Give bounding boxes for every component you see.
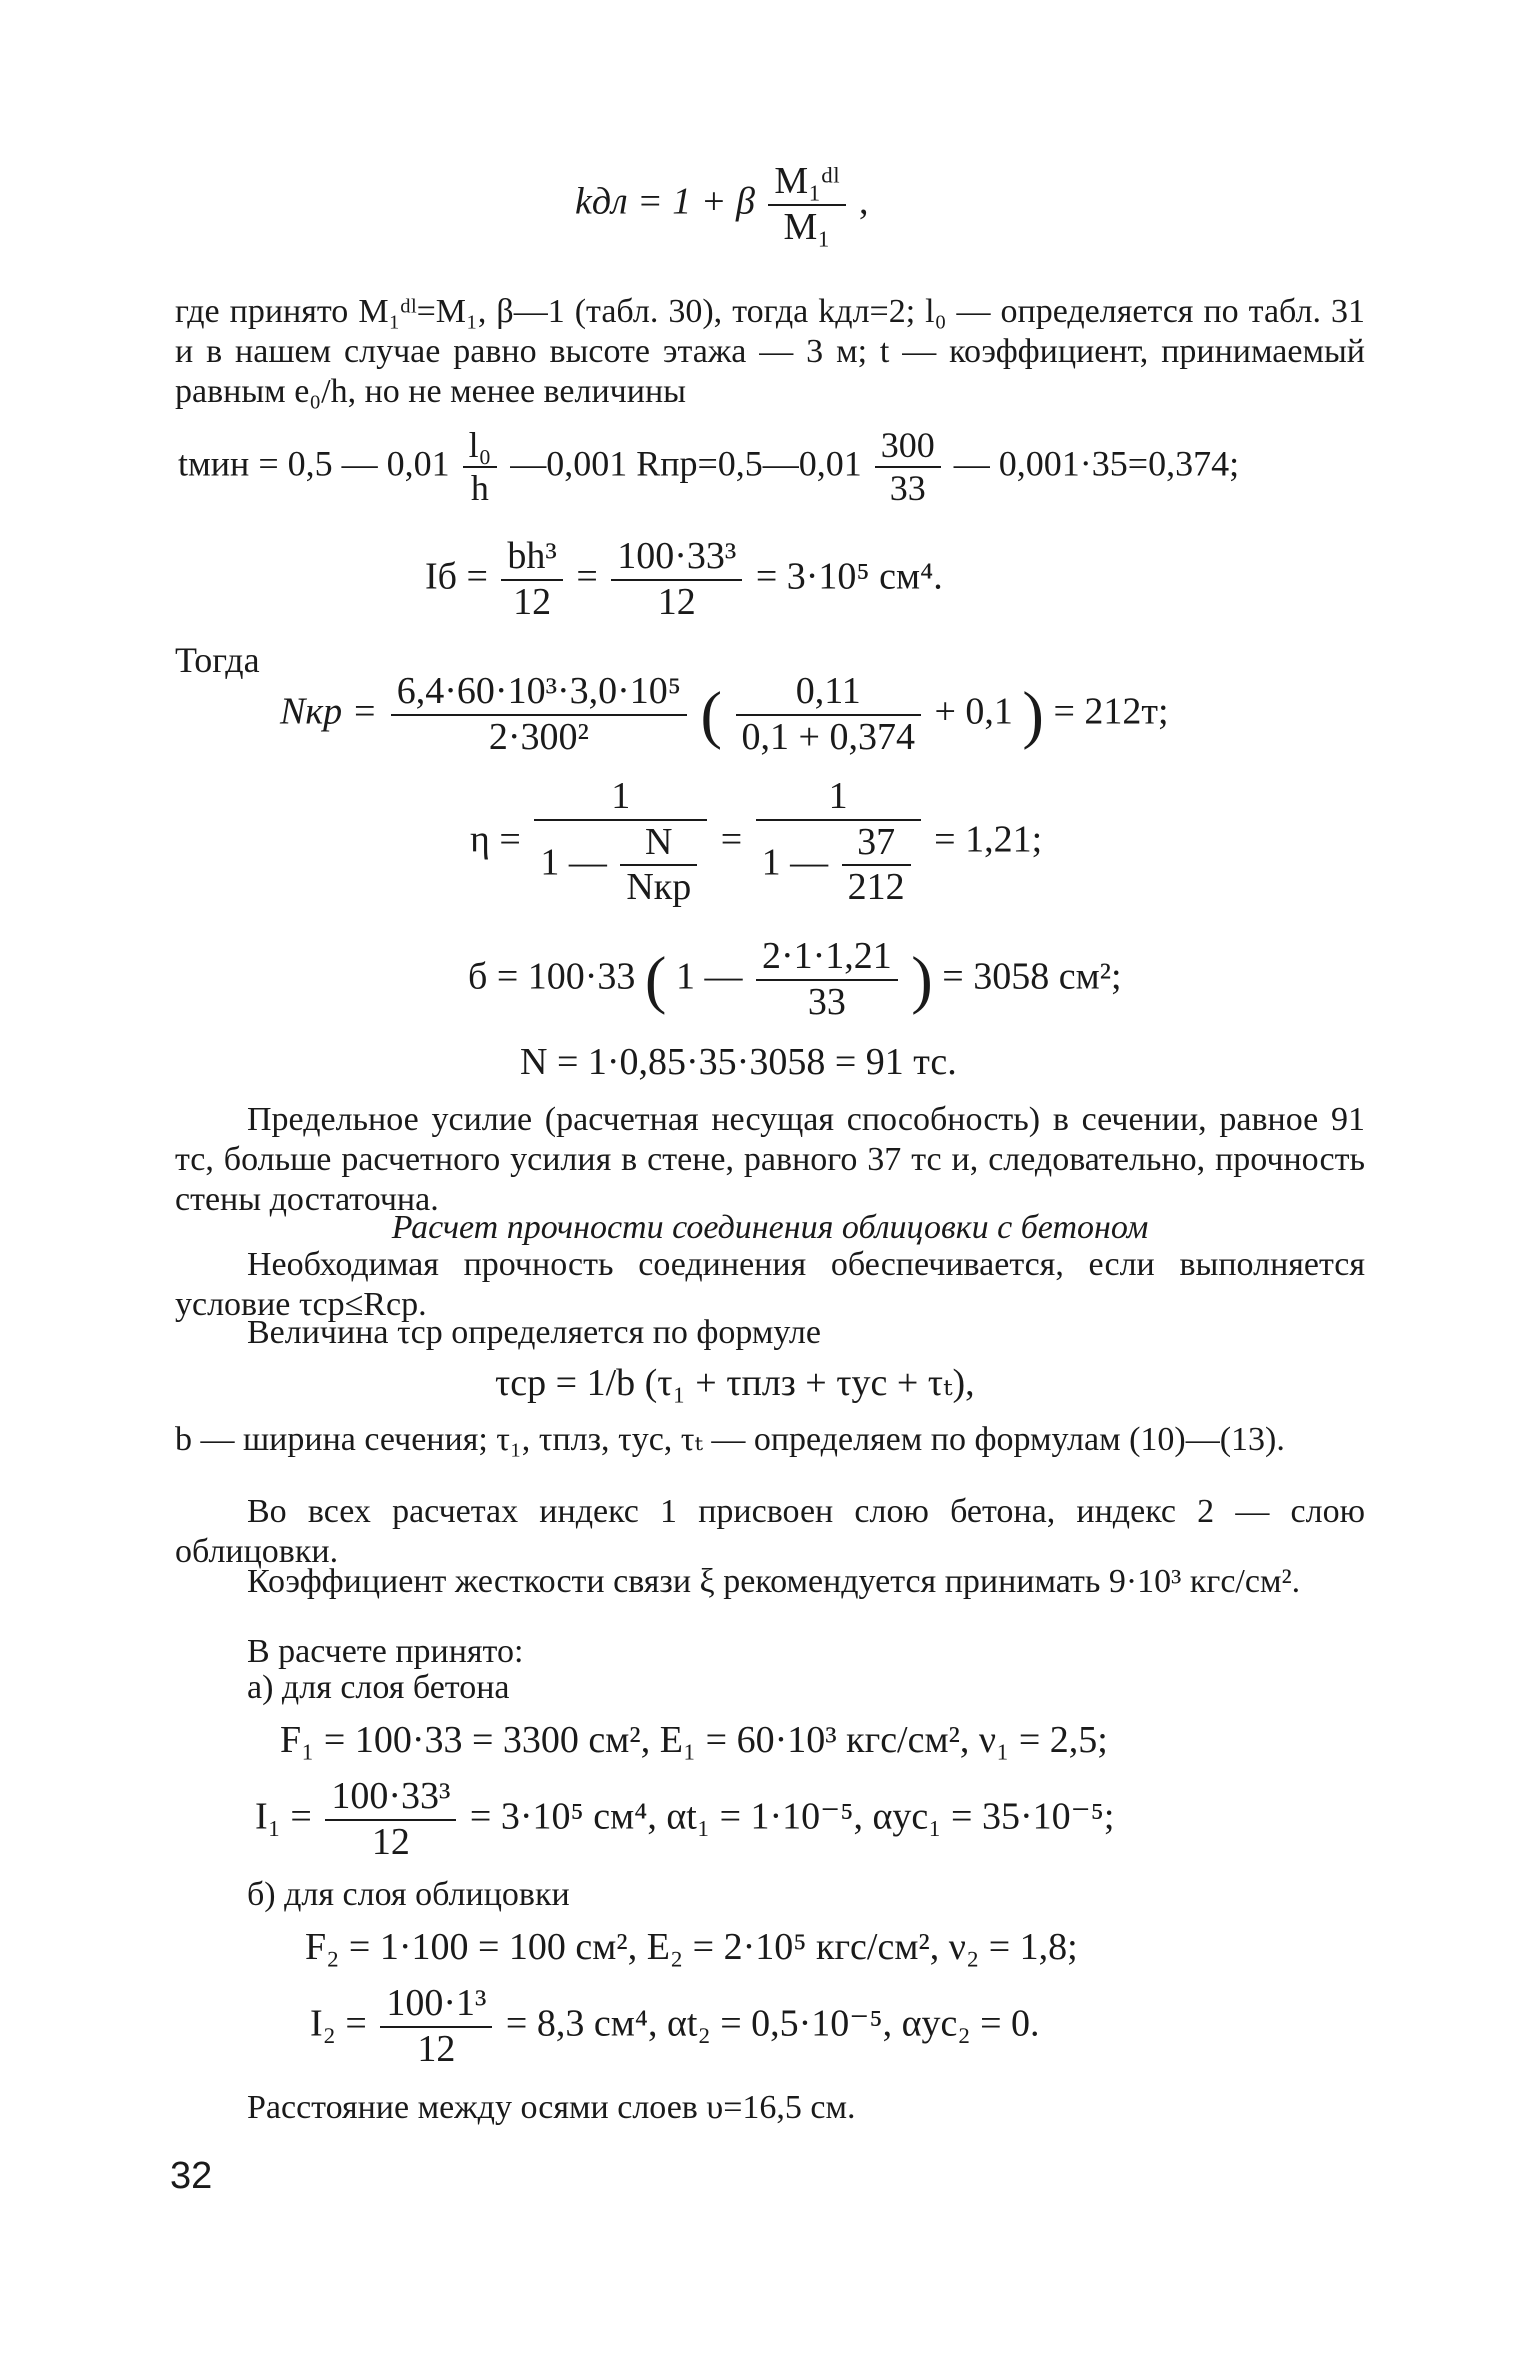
fraction-denominator: 33: [807, 980, 846, 1023]
paragraph-cladding-layer: б) для слоя облицовки: [247, 1876, 570, 1913]
equals-sign: =: [576, 555, 598, 598]
formula-i-b: [425, 535, 943, 624]
formula-tail: — 0,001·35=0,374;: [953, 443, 1240, 484]
formula-b: [468, 935, 1122, 1024]
fraction-numerator: 2·1·1,21: [756, 935, 898, 981]
fraction-denominator: 212: [847, 866, 905, 909]
fraction: [463, 425, 498, 510]
paragraph-limit-force: Предельное усилие (расчетная несущая способность) в сечении, равное 91 тс, больше расчетного усилия в стене, равного 37 тс и, следовательно, прочность стены достаточна.: [175, 1101, 1365, 1218]
page-number: 32: [170, 2155, 213, 2197]
formula-f1: F₁ = 100·33 = 3300 см², E₁ = 60·10³ кгс/см², ν₁ = 2,5;: [280, 1719, 1108, 1761]
fraction-denominator: M₁: [783, 205, 831, 248]
fraction-denominator: 2·300²: [488, 715, 589, 758]
nested-fraction: [620, 821, 697, 910]
fraction-numerator: 37: [842, 821, 911, 867]
nested-fraction: [842, 821, 911, 910]
formula-t-min: [178, 425, 1239, 510]
formula-i1: [255, 1775, 1114, 1864]
fraction: [534, 775, 707, 910]
formula-tail: = 3·10⁵ см⁴, αt₁ = 1·10⁻⁵, αус₁ = 35·10⁻⁵;: [469, 1795, 1115, 1838]
paragraph-index: Во всех расчетах индекс 1 присвоен слою бетона, индекс 2 — слою облицовки.: [175, 1493, 1365, 1570]
paragraph-coefficient: Коэффициент жесткости связи ξ рекомендуется принимать 9·10³ кгс/см².: [247, 1563, 1301, 1600]
formula-tau-cp: τср = 1/b (τ₁ + τплз + τус + τₜ),: [495, 1362, 975, 1404]
formula-tail: = 8,3 см⁴, αt₂ = 0,5·10⁻⁵, αус₂ = 0.: [505, 2002, 1040, 2045]
right-paren: ): [911, 943, 933, 1016]
fraction-numerator: 1: [534, 775, 707, 821]
fraction-numerator: 100·1³: [380, 1982, 492, 2028]
fraction-denominator: Nкр: [626, 866, 692, 909]
fraction: [611, 535, 742, 624]
fraction: [391, 670, 687, 759]
fraction-denominator: h: [470, 468, 489, 509]
paragraph-distance: Расстояние между осями слоев υ=16,5 см.: [247, 2089, 856, 2126]
fraction-numerator: 100·33³: [611, 535, 742, 581]
fraction-numerator: 100·33³: [325, 1775, 456, 1821]
left-paren: (: [700, 678, 723, 751]
fraction-denominator: 12: [371, 1820, 410, 1863]
formula-n-final: N = 1·0,85·35·3058 = 91 тс.: [520, 1041, 957, 1083]
formula-eta: [470, 775, 1042, 910]
fraction-numerator: 0,11: [736, 670, 921, 716]
formula-lhs: б = 100·33: [468, 955, 636, 998]
formula-lhs: I₁ =: [255, 1795, 312, 1838]
fraction: [768, 160, 845, 249]
formula-lhs: η =: [470, 818, 521, 861]
denominator-term: 1 —: [761, 841, 829, 884]
formula-lhs: tмин = 0,5 — 0,01: [178, 443, 450, 484]
left-paren: (: [644, 943, 667, 1016]
fraction: [325, 1775, 456, 1864]
formula-f2: F₂ = 1·100 = 100 см², E₂ = 2·10⁵ кгс/см², ν₂ = 1,8;: [305, 1926, 1078, 1968]
formula-result: = 212т;: [1053, 690, 1169, 733]
paragraph-accepted: В расчете принято:: [247, 1633, 524, 1670]
formula-middle: —0,001 Rпр=0,5—0,01: [510, 443, 862, 484]
formula-tail: = 1,21;: [934, 818, 1043, 861]
formula-i2: [310, 1982, 1040, 2071]
fraction-numerator: 6,4·60·10³·3,0·10⁵: [391, 670, 687, 716]
formula-tail: = 3·10⁵ см⁴.: [755, 555, 943, 598]
fraction: [756, 775, 921, 910]
fraction-numerator: M₁ᵈˡ: [768, 160, 845, 206]
formula-k-dl: [575, 160, 869, 249]
fraction-denominator: 0,1 + 0,374: [741, 715, 915, 758]
formula-term: + 0,1: [934, 690, 1013, 733]
equals-sign: =: [720, 818, 743, 861]
fraction-denominator: 12: [657, 580, 696, 623]
fraction-denominator: [534, 821, 707, 910]
right-paren: ): [1022, 678, 1044, 751]
fraction: [736, 670, 921, 759]
formula-tail: = 3058 см²;: [942, 955, 1122, 998]
paragraph-tau-def: Величина τср определяется по формуле: [247, 1314, 821, 1351]
formula-lhs: I₂ =: [310, 2002, 367, 2045]
fraction-numerator: 300: [875, 425, 941, 468]
paragraph-where: где принято M₁ᵈˡ=M₁, β—1 (табл. 30), тогда kдл=2; l₀ — определяется по табл. 31 и в нашем случае равно высоте этажа — 3 м; t — коэффициент, принимаемый равным e₀/h, но не менее величины: [175, 293, 1365, 410]
paragraph-concrete-layer: а) для слоя бетона: [247, 1669, 510, 1706]
denominator-term: 1 —: [540, 841, 607, 884]
fraction-denominator: 12: [417, 2027, 456, 2070]
fraction-denominator: 12: [513, 580, 552, 623]
fraction-numerator: bh³: [501, 535, 562, 581]
fraction-denominator: 33: [889, 468, 926, 509]
fraction: [875, 425, 941, 510]
paragraph-b-width: b — ширина сечения; τ₁, τплз, τус, τₜ — определяем по формулам (10)—(13).: [175, 1421, 1285, 1458]
fraction: [756, 935, 898, 1024]
formula-term: 1 —: [675, 955, 743, 998]
fraction: [380, 1982, 492, 2071]
formula-lhs: Nкр =: [280, 690, 378, 733]
word-togda: Тогда: [175, 640, 260, 680]
fraction-numerator: N: [620, 821, 697, 867]
fraction: [501, 535, 562, 624]
formula-tail: ,: [859, 180, 869, 223]
paragraph-strength: Необходимая прочность соединения обеспечивается, если выполняется условие τср≤Rср.: [175, 1246, 1365, 1323]
section-heading: Расчет прочности соединения облицовки с бетоном: [391, 1209, 1149, 1246]
fraction-numerator: l₀: [463, 425, 498, 468]
formula-n-kr: [280, 670, 1169, 759]
formula-k-dl-lhs: kдл = 1 + β: [575, 180, 755, 223]
formula-lhs: Iб =: [425, 555, 488, 598]
fraction-numerator: 1: [756, 775, 921, 821]
fraction-denominator: [756, 821, 921, 910]
